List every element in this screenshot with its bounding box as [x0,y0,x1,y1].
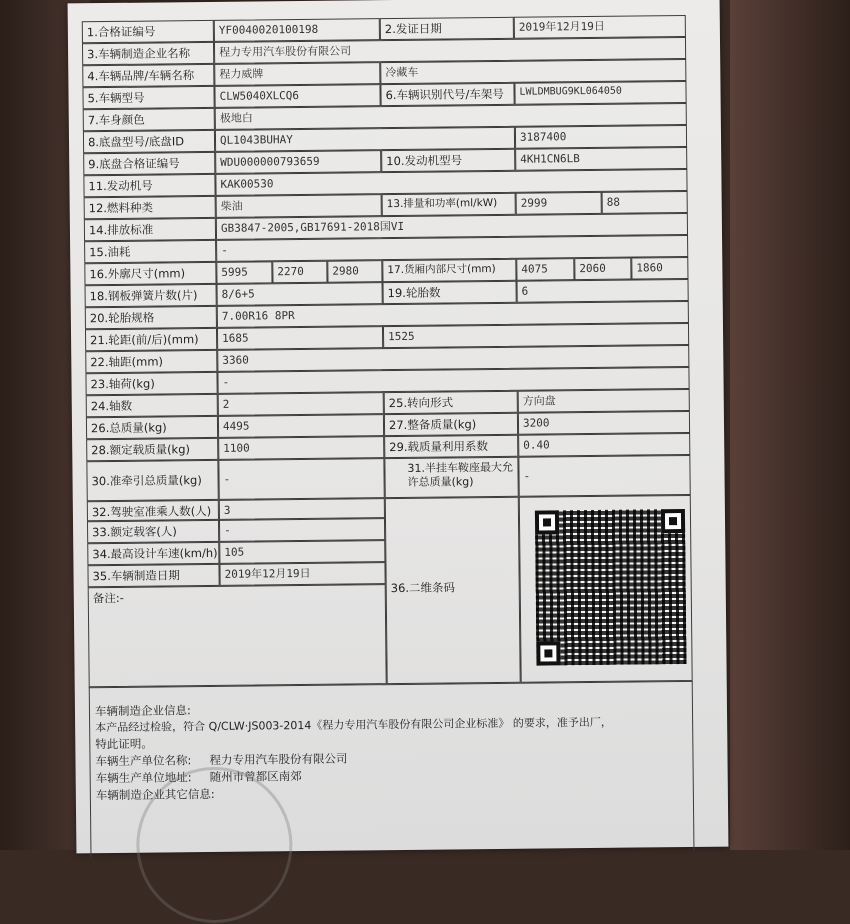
value-power: 88 [602,191,688,214]
footer-producer-address-label: 车辆生产单位地址: [95,770,192,786]
value-cert-number: YF0040020100198 [214,18,380,42]
value-cargo-height: 1860 [631,257,688,280]
value-color: 极地白 [215,103,687,130]
qr-finder-bottom-left [536,641,560,665]
value-engine-model: 4KH1CN6LB [515,147,687,171]
value-manufacture-date: 2019年12月19日 [219,562,385,586]
value-track-rear: 1525 [383,323,689,348]
label-wheelbase: 22.轴距(mm) [85,350,217,373]
footer-heading: 车辆制造企业信息: [94,703,191,719]
footer-producer-address-value: 随州市曾都区南郊 [209,769,302,784]
value-towing-mass: - [218,458,384,500]
label-gross-mass: 26.总质量(kg) [86,416,218,439]
label-issue-date: 2.发证日期 [380,17,514,40]
value-gross-mass: 4495 [218,414,384,438]
label-towing-mass: 30.准牵引总质量(kg) [86,460,218,501]
value-issue-date: 2019年12月19日 [514,15,686,39]
company-seal-stamp [136,766,294,924]
value-emission-standard: GB3847-2005,GB17691-2018国VI [216,213,688,240]
label-brand-name: 4.车辆品牌/车辆名称 [82,64,214,87]
label-track: 21.轮距(前/后)(mm) [85,328,217,351]
footer-statement: 本产品经过检验，符合 Q/CLW·JS003-2014《程力专用汽车股份有限公司企业标准》 的要求，准予出厂， [95,715,612,735]
value-payload-ratio: 0.40 [518,433,690,457]
footer-producer-name-label: 车辆生产单位名称: [95,753,192,769]
value-displacement: 2999 [516,192,602,215]
value-vin: LWLDMBUG9KL064050 [514,81,686,105]
footer-certify: 特此证明。 [95,736,153,752]
notes-cell: 备注:- [88,584,387,687]
label-steering: 25.转向形式 [384,391,518,414]
label-tire-count: 19.轮胎数 [383,281,517,304]
label-manufacturer: 3.车辆制造企业名称 [82,42,214,65]
value-axle-load: - [217,367,689,394]
qr-code-image [535,509,687,666]
value-cargo-length: 4075 [516,258,574,281]
certificate-paper [68,0,729,853]
qr-label-cell [385,497,521,684]
value-curb-mass: 3200 [518,411,690,435]
label-payload-ratio: 29.载质量利用系数 [384,435,518,458]
label-color: 7.车身颜色 [83,108,215,131]
label-fuel-consumption: 15.油耗 [84,240,216,263]
value-rated-payload: 1100 [218,436,384,460]
label-engine-model: 10.发动机型号 [381,149,515,172]
value-max-speed: 105 [219,540,385,564]
value-tire-count: 6 [516,279,688,303]
label-vin: 6.车辆识别代号/车架号 [380,83,514,106]
label-tire-spec: 20.轮胎规格 [85,306,217,329]
value-wheelbase: 3360 [217,345,689,372]
label-engine-number: 11.发动机号 [83,174,215,197]
value-saddle-mass: - [518,455,690,497]
value-chassis-model: QL1043BUHAY [215,127,515,152]
label-qr-code: 36.二维条码 [390,580,456,596]
label-fuel-type: 12.燃料种类 [84,196,216,219]
label-axle-count: 24.轴数 [86,394,218,417]
value-height: 2980 [327,260,382,283]
value-manufacturer: 程力专用汽车股份有限公司 [214,37,686,64]
label-cert-number: 1.合格证编号 [82,20,214,43]
label-model: 5.车辆型号 [82,86,214,109]
background-right [730,0,850,850]
label-emission-standard: 14.排放标准 [84,218,216,241]
label-max-speed: 34.最高设计车速(km/h) [87,542,219,565]
label-overall-dimensions: 16.外廓尺寸(mm) [84,262,216,285]
label-saddle-mass: 31.半挂车鞍座最大允许总质量(kg) [384,457,518,498]
value-tire-spec: 7.00R16 8PR [217,301,689,328]
value-length: 5995 [216,261,272,284]
label-cab-passengers: 32.驾驶室准乘人数(人) [87,500,219,521]
value-model: CLW5040XLCQ6 [214,84,380,108]
value-width: 2270 [272,261,327,284]
value-fuel-type: 柴油 [216,194,382,218]
value-steering: 方向盘 [518,389,690,413]
label-chassis-cert: 9.底盘合格证编号 [83,152,215,175]
value-chassis-id: 3187400 [515,125,687,149]
value-leaf-springs: 8/6+5 [217,282,383,306]
value-track-front: 1685 [217,326,383,350]
value-axle-count: 2 [218,392,384,416]
label-chassis-model: 8.底盘型号/底盘ID [83,130,215,153]
qr-finder-top-right [661,509,685,533]
qr-finder-top-left [535,510,559,534]
value-chassis-cert: WDU000000793659 [215,150,381,174]
footer-other-info: 车辆制造企业其它信息: [95,786,215,803]
value-engine-number: KAK00530 [215,169,687,196]
value-brand: 程力威牌 [214,62,380,86]
value-rated-passengers: - [219,518,385,542]
label-manufacture-date: 35.车辆制造日期 [87,564,219,587]
label-displacement-power: 13.排量和功率(ml/kW) [382,193,516,216]
label-rated-passengers: 33.额定载客(人) [87,520,219,543]
label-leaf-springs: 18.钢板弹簧片数(片) [85,284,217,307]
value-cargo-width: 2060 [574,258,631,281]
value-cab-passengers: 3 [219,498,385,520]
label-axle-load: 23.轴荷(kg) [85,372,217,395]
value-vehicle-name: 冷藏车 [380,59,686,84]
footer-producer-name-value: 程力专用汽车股份有限公司 [209,751,348,767]
label-rated-payload: 28.额定载质量(kg) [86,438,218,461]
value-fuel-consumption: - [216,235,688,262]
label-cargo-dimensions: 17.货厢内部尺寸(mm) [382,259,516,282]
label-curb-mass: 27.整备质量(kg) [384,413,518,436]
